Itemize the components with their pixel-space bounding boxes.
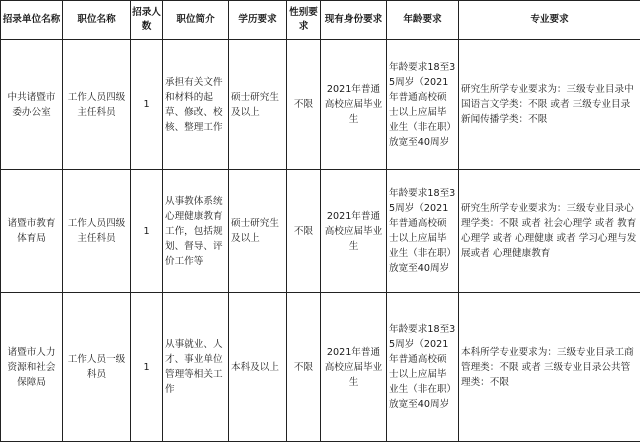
cell-identity: 2021年普通高校应届毕业生 [321, 40, 387, 170]
cell-age: 年龄要求18至35周岁（2021年普通高校硕士以上应届毕业生（非在职）放宽至40周岁 [387, 40, 459, 170]
header-education: 学历要求 [229, 1, 287, 40]
cell-identity: 2021年普通高校应届毕业生 [321, 170, 387, 293]
header-major: 专业要求 [459, 1, 640, 40]
cell-count: 1 [131, 293, 163, 442]
cell-gender: 不限 [287, 170, 321, 293]
header-age: 年龄要求 [387, 1, 459, 40]
header-position: 职位名称 [63, 1, 131, 40]
header-count: 招录人数 [131, 1, 163, 40]
cell-major: 研究生所学专业要求为：三级专业目录中国语言文学类：不限 或者 三级专业目录新闻传播学类：不限 [459, 40, 640, 170]
table-row [1, 170, 640, 293]
header-identity: 现有身份要求 [321, 1, 387, 40]
cell-count: 1 [131, 40, 163, 170]
cell-position: 工作人员四级主任科员 [63, 170, 131, 293]
table-row [1, 40, 640, 170]
header-unit: 招录单位名称 [1, 1, 63, 40]
cell-major: 本科所学专业要求为：三级专业目录工商管理类：不限 或者 三级专业目录公共管理类：不限 [459, 293, 640, 442]
cell-count: 1 [131, 170, 163, 293]
header-intro: 职位简介 [163, 1, 229, 40]
cell-position: 工作人员四级主任科员 [63, 40, 131, 170]
cell-age: 年龄要求18至35周岁（2021年普通高校硕士以上应届毕业生（非在职）放宽至40周岁 [387, 293, 459, 442]
cell-intro: 承担有关文件和材料的起草、修改、校核、整理工作 [163, 40, 229, 170]
cell-intro: 从事就业、人才、事业单位管理等相关工作 [163, 293, 229, 442]
table-row [1, 293, 640, 442]
cell-identity: 2021年普通高校应届毕业生 [321, 293, 387, 442]
header-gender: 性别要求 [287, 1, 321, 40]
cell-education: 本科及以上 [229, 293, 287, 442]
cell-education: 硕士研究生及以上 [229, 170, 287, 293]
cell-gender: 不限 [287, 293, 321, 442]
cell-gender: 不限 [287, 40, 321, 170]
cell-unit: 诸暨市人力资源和社会保障局 [1, 293, 63, 442]
cell-unit: 中共诸暨市委办公室 [1, 40, 63, 170]
header-row [1, 1, 640, 40]
cell-unit: 诸暨市教育体育局 [1, 170, 63, 293]
cell-age: 年龄要求18至35周岁（2021年普通高校硕士以上应届毕业生（非在职）放宽至40周岁 [387, 170, 459, 293]
cell-education: 硕士研究生及以上 [229, 40, 287, 170]
cell-major: 研究生所学专业要求为：三级专业目录心理学类：不限 或者 社会心理学 或者 教育心理学 或者 心理健康 或者 学习心理与发展或者 心理健康教育 [459, 170, 640, 293]
cell-position: 工作人员一级科员 [63, 293, 131, 442]
cell-intro: 从事教体系统心理健康教育工作，包括规划、督导、评价工作等 [163, 170, 229, 293]
